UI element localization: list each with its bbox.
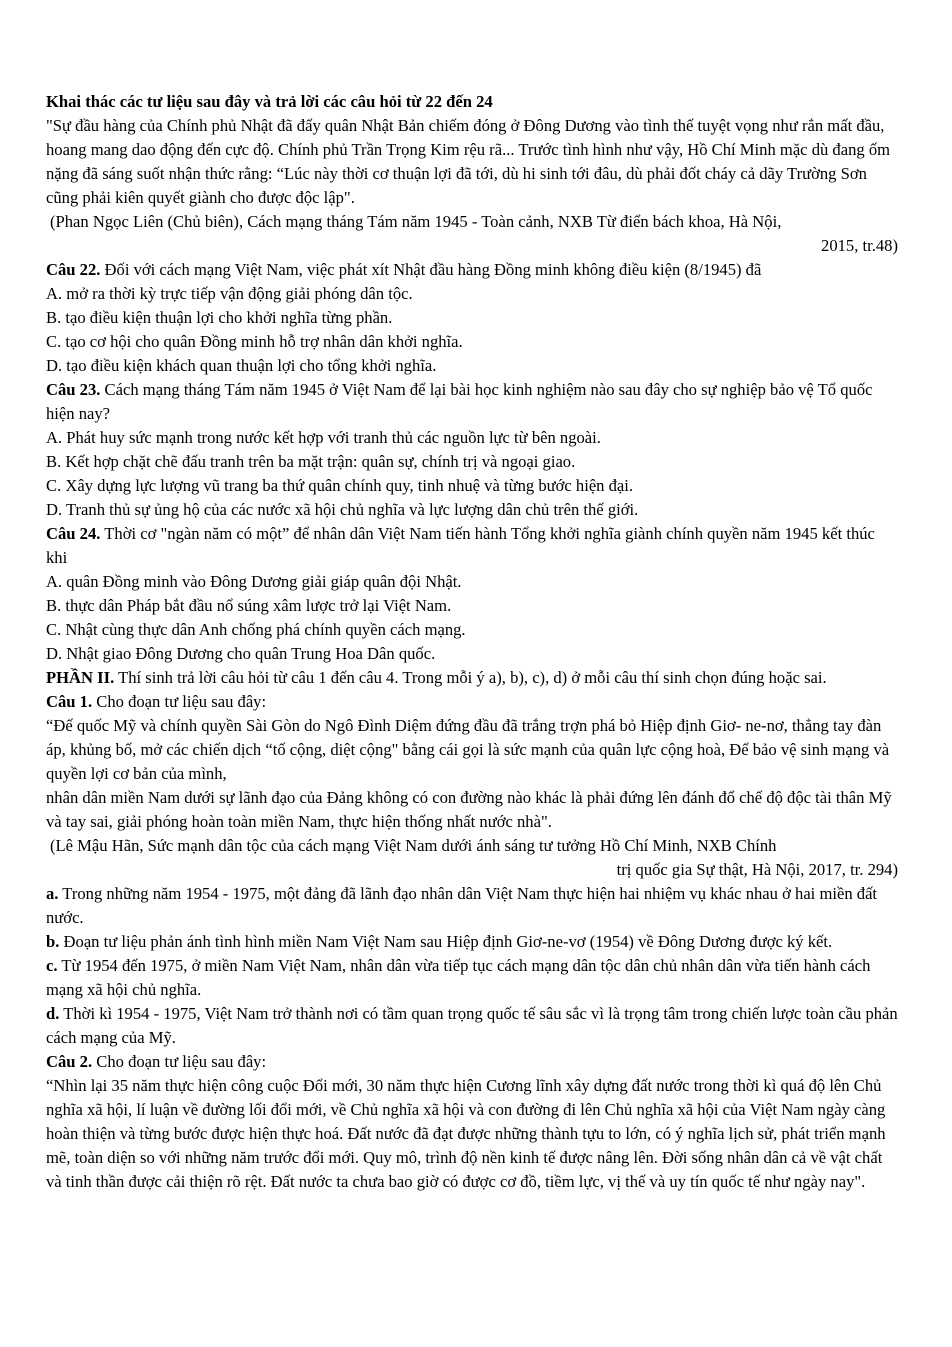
option-23-b: B. Kết hợp chặt chẽ đấu tranh trên ba mặt trận: quân sự, chính trị và ngoại giao.	[46, 452, 576, 471]
option-22-c: C. tạo cơ hội cho quân Đồng minh hỗ trợ nhân dân khởi nghĩa.	[46, 332, 463, 351]
part2-q1-citation: (Lê Mậu Hãn, Sức mạnh dân tộc của cách mạng Việt Nam dưới ánh sáng tư tưởng Hồ Chí Minh, NXB Chính	[50, 836, 777, 855]
option-24-b: B. thực dân Pháp bắt đầu nổ súng xâm lược trở lại Việt Nam.	[46, 596, 452, 615]
source-quote: "Sự đầu hàng của Chính phủ Nhật đã đẩy quân Nhật Bản chiếm đóng ở Đông Dương vào tình thế tuyệt vọng như rắn mất đầu, hoang mang dao động đến cực độ. Chính phủ Trần Trọng Kim rệu rã... Trước tình hình như vậy, Hồ Chí Minh mặc dù đang ốm nặng đã sáng suốt nhận thức rằng: “Lúc này thời cơ thuận lợi đã tới, dù hi sinh tới đâu, dù phải đốt cháy cả dãy Trường Sơn cũng phải kiên quyết giành cho được độc lập".	[46, 116, 891, 207]
statement-a: a. Trong những năm 1954 - 1975, một đảng đã lãnh đạo nhân dân Việt Nam thực hiện hai nhiệm vụ khác nhau ở hai miền đất nước.	[46, 884, 878, 927]
option-24-a: A. quân Đồng minh vào Đông Dương giải giáp quân đội Nhật.	[46, 572, 462, 591]
question-24: Câu 24. Thời cơ "ngàn năm có một” để nhân dân Việt Nam tiến hành Tổng khởi nghĩa giành chính quyền năm 1945 kết thúc khi	[46, 524, 875, 567]
part2-q1-quote-cont: nhân dân miền Nam dưới sự lãnh đạo của Đảng không có con đường nào khác là phải đứng lên đánh đổ chế độ độc tài thân Mỹ và tay sai, giải phóng hoàn toàn miền Nam, thực hiện thống nhất nước nhà".	[46, 788, 892, 831]
option-23-c: C. Xây dựng lực lượng vũ trang ba thứ quân chính quy, tinh nhuệ và từng bước hiện đại.	[46, 476, 634, 495]
option-22-a: A. mở ra thời kỳ trực tiếp vận động giải phóng dân tộc.	[46, 284, 413, 303]
exam-page	[46, 90, 898, 1194]
part2-q2-quote: “Nhìn lại 35 năm thực hiện công cuộc Đổi mới, 30 năm thực hiện Cương lĩnh xây dựng đất nước trong thời kì quá độ lên Chủ nghĩa xã hội, lí luận về đường lối đổi mới, về Chủ nghĩa xã hội và con đường đi lên Chủ nghĩa xã hội của Việt Nam ngày càng hoàn thiện và từng bước được hiện thực hoá. Đất nước đã đạt được những thành tựu to lớn, có ý nghĩa lịch sử, phát triển mạnh mẽ, toàn diện so với những năm trước đổi mới. Quy mô, trình độ nền kinh tế được nâng lên. Đời sống nhân dân cả về vật chất và tinh thần được cải thiện rõ rệt. Đất nước ta chưa bao giờ có được cơ đồ, tiềm lực, vị thế và uy tín quốc tế như ngày nay".	[46, 1076, 886, 1191]
option-23-a: A. Phát huy sức mạnh trong nước kết hợp với tranh thủ các nguồn lực từ bên ngoài.	[46, 428, 601, 447]
part2-q1-quote: “Đế quốc Mỹ và chính quyền Sài Gòn do Ngô Đình Diệm đứng đầu đã trắng trợn phá bỏ Hiệp định Giơ- ne-nơ, thẳng tay đàn áp, khủng bố, mở các chiến dịch “tố cộng, diệt cộng" bằng cái gọi là sức mạnh của quân lực cộng hoà, Để bảo vệ sinh mạng và quyền lợi cơ bản của mình,	[46, 716, 890, 783]
statement-d: d. Thời kì 1954 - 1975, Việt Nam trở thành nơi có tầm quan trọng quốc tế sâu sắc vì là trọng tâm trong chiến lược toàn cầu phản cách mạng của Mỹ.	[46, 1004, 898, 1047]
section-heading: Khai thác các tư liệu sau đây và trả lời các câu hỏi từ 22 đến 24	[46, 92, 493, 111]
part2-q1-citation-tail: trị quốc gia Sự thật, Hà Nội, 2017, tr. 294)	[616, 860, 898, 879]
part2-question-1: Câu 1. Cho đoạn tư liệu sau đây:	[46, 692, 267, 711]
option-24-c: C. Nhật cùng thực dân Anh chống phá chính quyền cách mạng.	[46, 620, 466, 639]
part-2-instructions: PHẦN II. Thí sinh trả lời câu hỏi từ câu 1 đến câu 4. Trong mỗi ý a), b), c), d) ở mỗi câu thí sinh chọn đúng hoặc sai.	[46, 668, 827, 687]
option-24-d: D. Nhật giao Đông Dương cho quân Trung Hoa Dân quốc.	[46, 644, 436, 663]
source-citation: (Phan Ngọc Liên (Chủ biên), Cách mạng tháng Tám năm 1945 - Toàn cảnh, NXB Từ điển bách khoa, Hà Nội,	[50, 212, 782, 231]
option-23-d: D. Tranh thủ sự ủng hộ của các nước xã hội chủ nghĩa và lực lượng dân chủ trên thế giới.	[46, 500, 639, 519]
question-23: Câu 23. Cách mạng tháng Tám năm 1945 ở Việt Nam để lại bài học kinh nghiệm nào sau đây cho sự nghiệp bảo vệ Tổ quốc hiện nay?	[46, 380, 873, 423]
option-22-d: D. tạo điều kiện khách quan thuận lợi cho tổng khởi nghĩa.	[46, 356, 437, 375]
statement-c: c. Từ 1954 đến 1975, ở miền Nam Việt Nam, nhân dân vừa tiếp tục cách mạng dân tộc dân chủ nhân dân vừa tiến hành cách mạng xã hội chủ nghĩa.	[46, 956, 871, 999]
source-citation-tail: 2015, tr.48)	[821, 236, 898, 255]
statement-b: b. Đoạn tư liệu phản ánh tình hình miền Nam Việt Nam sau Hiệp định Giơ-ne-vơ (1954) về Đông Dương được ký kết.	[46, 932, 833, 951]
option-22-b: B. tạo điều kiện thuận lợi cho khởi nghĩa từng phần.	[46, 308, 393, 327]
part2-question-2: Câu 2. Cho đoạn tư liệu sau đây:	[46, 1052, 267, 1071]
question-22: Câu 22. Đối với cách mạng Việt Nam, việc phát xít Nhật đầu hàng Đồng minh không điều kiện (8/1945) đã	[46, 260, 762, 279]
